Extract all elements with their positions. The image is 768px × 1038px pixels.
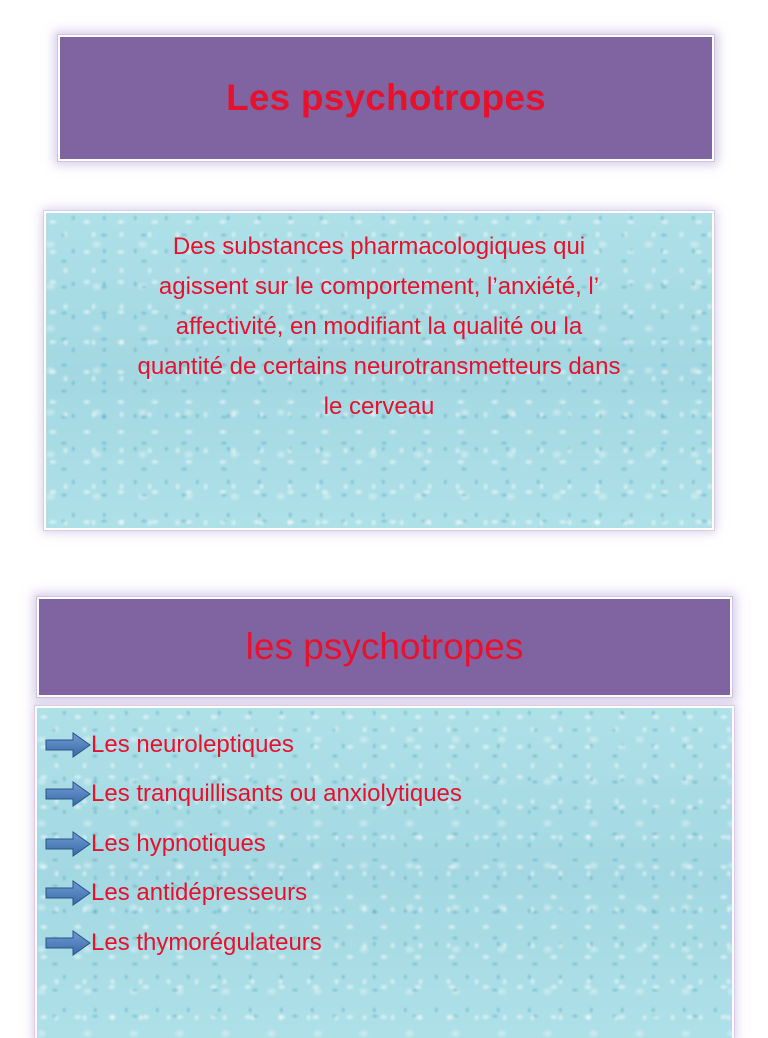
list-item-label: Les antidépresseurs [91,879,308,907]
title-banner-secondary [37,597,732,697]
psychotropes-list-panel [37,708,732,1038]
title-banner-primary [58,35,714,161]
list-item [37,918,732,968]
list-item [37,770,732,820]
right-arrow-icon [45,930,91,956]
page-title: Les psychotropes [226,77,546,118]
definition-line: le cerveau [323,393,435,420]
right-arrow-icon [45,732,91,758]
right-arrow-icon [45,880,91,906]
list-item [37,869,732,919]
definition-text [46,227,712,427]
list-item [37,819,732,869]
list-item-label: Les hypnotiques [91,829,266,857]
definition-panel [46,213,712,528]
definition-line: affectivité, en modifiant la qualité ou la [175,313,583,340]
definition-line: quantité de certains neurotransmetteurs dans [137,353,621,380]
right-arrow-icon [45,781,91,807]
definition-line: Des substances pharmacologiques qui [172,233,586,260]
list-item [37,720,732,770]
right-arrow-icon [45,831,91,857]
definition-line: agissent sur le comportement, l’anxiété, l’ [158,273,600,300]
section-title: les psychotropes [245,626,524,667]
list-item-label: Les neuroleptiques [91,730,294,758]
list-item-label: Les thymorégulateurs [91,928,322,956]
list-item-label: Les tranquillisants ou anxiolytiques [91,780,462,808]
